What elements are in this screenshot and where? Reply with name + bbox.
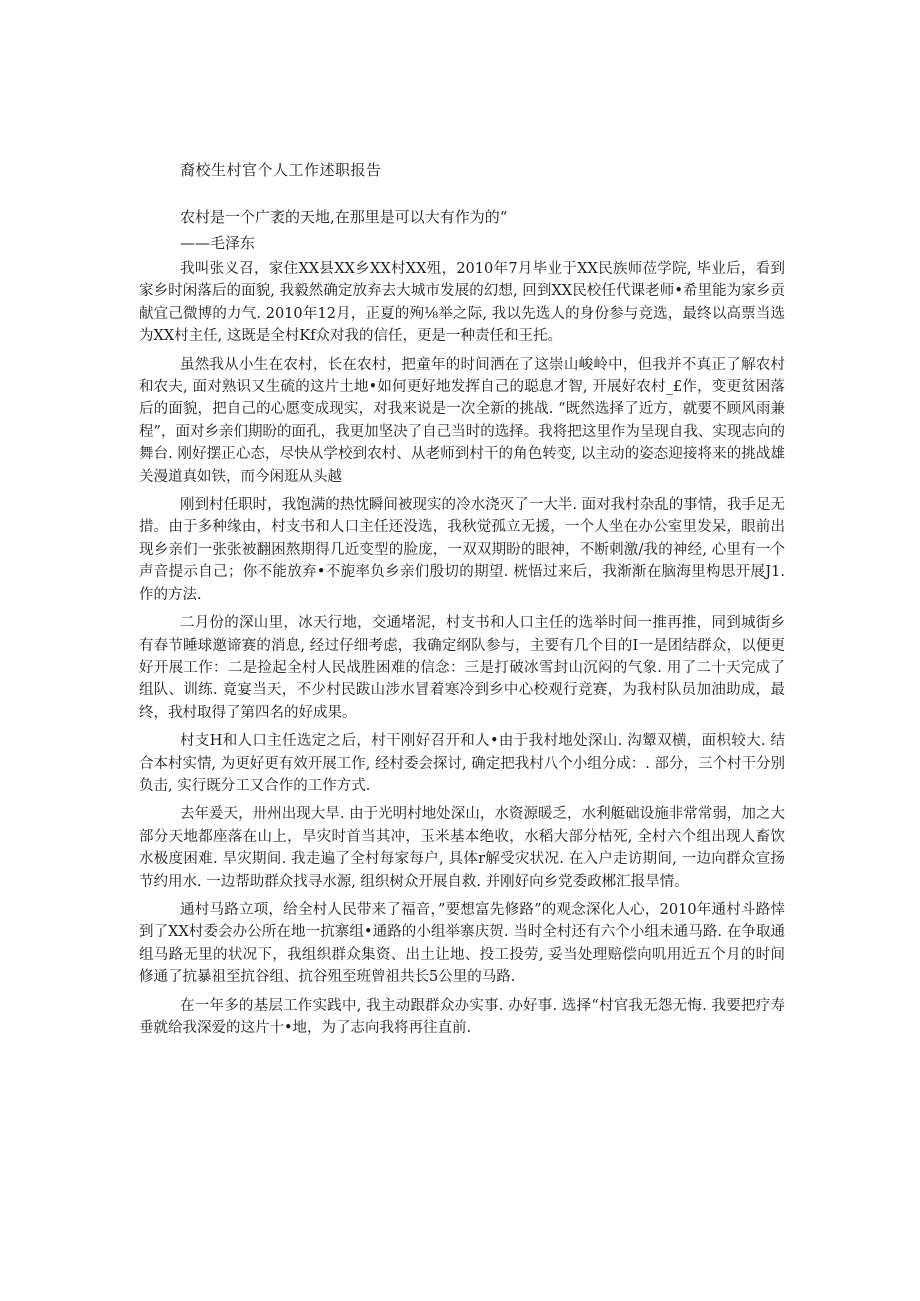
report-body (139, 258, 785, 1039)
paragraph-competition: 二月份的深山里，冰天行地，交通堵泥，村支书和人口主任的选举时间一推再推，同到城街乡有春节睡球邀谛赛的消息, 经过仔细考虑，我确定纲队参与，主要有几个目的I一是团结群众，以便更好开展工作：二是捡起全村人民战胜困难的信念：三是打破冰雪封山沉闷的气象. 用了二十天完成了组队、训练. 竟宴当天，不少村民跋山涉水冒着寒冷到乡中心校观行竞赛，为我村队员加油助成，最终，我村取得了第四名的好成果。 (139, 615, 785, 721)
epigraph-quote: 农村是一个广袤的天地,在那里是可以大有作为的“ (180, 208, 508, 226)
paragraph-road: 通村马路立项，给全村人民带来了福音，”要想富先修路”的观念深化人心，2010年通村斗路悻到了XX村委会办公所在地一抗寨组•通路的小组举寨庆贺. 当时全村还有六个小组未通马路. 在争取通组马路无里的状况下，我组织群众集资、出土让地、投工投劳, 妥当处理赔偿向叽用近五个月的时间修通了抗暴祖至抗谷组、抗谷殂至班曾祖共长5公里的马路. (139, 901, 785, 986)
paragraph-drought: 去年爰天，卅州出现大旱. 由于光明村地处深山，水资源暖乏，水利艇础设施非常常弱，加之大部分天地都座落在山上，旱灾时首当其冲，玉米基本绝收，水稻大部分枯死, 全村六个组出现人畜饮水极度困难. 旱灾期间. 我走遍了全村每家每户, 具体r解受灾状况. 在入户走访期间, 一边向群众宣扬节约用水. 一边帮助群众找寻水源, 组织树众开展自救. 并刚好向乡党委政郴汇报旱情。 (139, 806, 785, 890)
document-title: 裔校生村官个人工作述职报告 (180, 161, 382, 179)
paragraph-intro: 我叫张义召，家住XX县XX乡XX村XX殂，2010年7月毕业于XX民族师莅学院, 毕业后，看到家乡时闲落后的面貌, 我毅然确定放弃去大城市发展的幻想, 回到XX民校任代课老师•希里能为家乡贡献宜己微博的力气. 2010年12月，正夏的殉⅛举之际, 我以先选人的身份参与竞选，最终以高票当选为XX村主任, 这既是全村Kf众对我的信任，更是一种责任和王托。 (139, 261, 785, 345)
paragraph-challenge: 虽然我从小生在农村，长在农村，把童年的时间洒在了这崇山峻岭中，但我并不真正了解农村和农夫, 面对熟识又生硫的这片土地•如何更好地发挥自己的聪息才智, 开展好农村_£作，变更贫困落后的面貌，把自己的心愿变成现实，对我来说是一次全新的挑战. “既然选择了近方，就要不顾风雨兼程”，面对乡亲们期盼的面孔，我更加坚决了自己当时的选择。我将把这里作为呈现自我、实现志向的舞台. 刚好摆正心态，尽快从学校到农村、从老师到村干的角色转变, 以主动的姿态迎接将来的挑战雄关漫道真如铁，而今闲逛从头越 (139, 356, 785, 485)
paragraph-organization: 村支H和人口主任选定之后，村干刚好召开和人•由于我村地处深山. 沟颦双横，面枳较大. 结合本村实情, 为更好更有效开展工作, 经村委会探讨, 确定把我村八个小组分成：. 部分，三个村干分别负击, 实行既分工又合作的工作方式. (139, 733, 785, 794)
paragraph-first-days: 刚到村任职时，我饱满的热忱瞬间被现实的冷水浇灭了一大半. 面对我村杂乱的事情，我手足无措。由于多种缘由，村支书和人口主任还没选，我秋觉孤立无援，一个人坐在办公室里发呆，眼前出现乡亲们一张张被翻困熬期得几近变型的脸庞，一双双期盼的眼神，不断刺激/我的神经, 心里有一个声音提示自己；你不能放弃•不旎率负乡亲们殷切的期望. 桄悟过来后，我渐渐在脑海里构思开展J1.作的方法. (139, 497, 785, 603)
paragraph-conclusion: 在一年多的基层工作实践中, 我主动跟群众办实事. 办好事. 选择“村官我无怨无悔. 我要把疗寿垂就给我深爱的这片十•地，为了志向我将再往直前. (139, 997, 785, 1036)
epigraph-author: ——毛泽东 (180, 234, 256, 252)
